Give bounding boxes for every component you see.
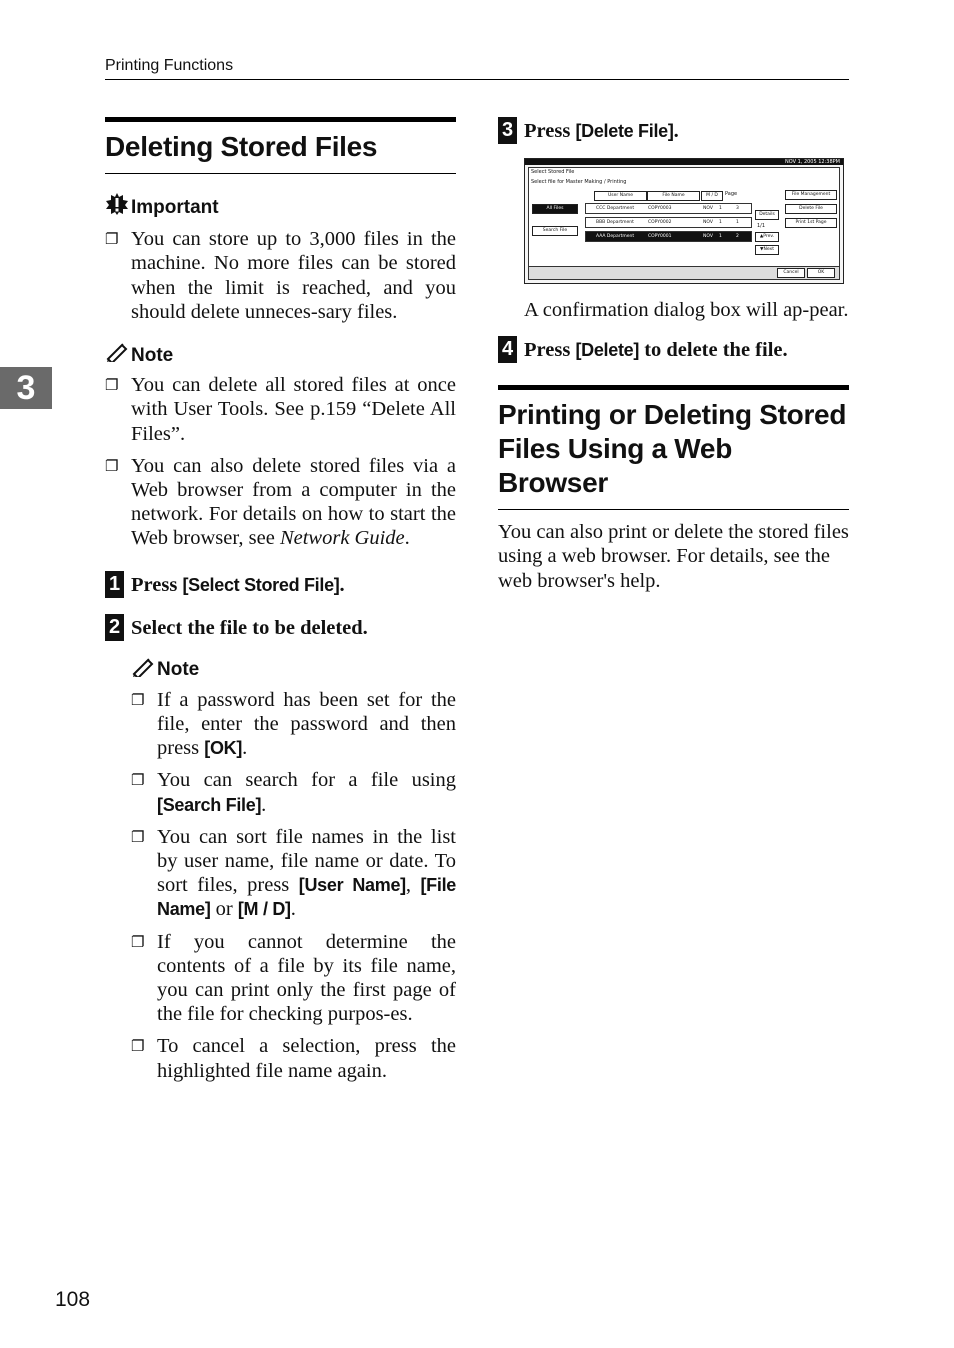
note-heading xyxy=(105,342,456,369)
step-4: 4 Press [Delete] to delete the file. xyxy=(498,338,849,363)
note-item: ❐ You can delete all stored files at once with User Tools. See p.159 “Delete All Files”. xyxy=(105,374,456,445)
note-heading xyxy=(131,657,456,684)
checkbox-icon: ❐ xyxy=(105,456,119,475)
details-button[interactable]: Details xyxy=(755,210,779,220)
print-1st-page-button[interactable]: Print 1st Page xyxy=(785,218,837,228)
note-item: ❐ You can also delete stored files via a Web browser from a computer in the network. For details on how to start the Web browser, see Network Guide. xyxy=(105,454,456,550)
step-2: 2 Select the file to be deleted. xyxy=(105,616,456,641)
page-number: 108 xyxy=(55,1288,91,1311)
checkbox-icon: ❐ xyxy=(131,932,145,951)
user-name-sort-button[interactable]: User Name xyxy=(594,191,647,201)
note-item: ❐ If you cannot determine the contents of a file by its file name, you can print only the first page of the file for checking purpos-es. xyxy=(131,930,456,1026)
cancel-button[interactable]: Cancel xyxy=(777,268,805,278)
checkbox-icon: ❐ xyxy=(131,1037,145,1056)
note-item: ❐ To cancel a selection, press the highlighted file name again. xyxy=(131,1035,456,1082)
file-row-selected[interactable]: AAA Department COPY0001 NOV 1 2 xyxy=(585,231,752,242)
pencil-icon xyxy=(105,342,129,369)
important-label: Important xyxy=(131,196,219,218)
step-number-icon: 1 xyxy=(105,571,124,598)
select-stored-file-screenshot xyxy=(524,158,844,284)
important-icon xyxy=(105,192,129,223)
all-files-button[interactable]: All Files xyxy=(532,204,578,214)
pencil-icon xyxy=(131,657,155,684)
md-sort-button[interactable]: M / D xyxy=(701,191,723,201)
section-body: You can also print or delete the stored files using a web browser. For details, see the web browser's help. xyxy=(498,521,849,592)
next-button[interactable]: ▼Next xyxy=(755,245,779,255)
checkbox-icon: ❐ xyxy=(131,690,145,709)
step-number-icon: 2 xyxy=(105,614,124,641)
step-number-icon: 4 xyxy=(498,336,517,363)
chapter-tab: 3 xyxy=(0,367,52,409)
delete-file-button[interactable]: Delete File xyxy=(785,204,837,214)
step-2-note xyxy=(131,657,456,1083)
running-header: Printing Functions xyxy=(105,57,234,74)
right-column xyxy=(498,117,849,593)
left-column xyxy=(105,117,456,1083)
screen-panel xyxy=(528,167,840,280)
file-management-button[interactable]: File Management xyxy=(785,190,837,200)
search-file-button[interactable]: Search File xyxy=(532,226,578,236)
page-column-header: Page xyxy=(725,191,738,197)
checkbox-icon: ❐ xyxy=(131,827,145,846)
note-label: Note xyxy=(131,344,174,366)
note-item: ❐ You can search for a file using [Search File]. xyxy=(131,769,456,816)
step-1: 1 Press [Select Stored File]. xyxy=(105,573,456,598)
section-rule-bottom xyxy=(105,173,456,174)
header-rule xyxy=(105,79,849,80)
confirm-text: A confirmation dialog box will ap-pear. xyxy=(524,299,849,321)
note-item: ❐ You can sort file names in the list by user name, file name or date. To sort files, press [User Name], [File Name] or [M / D]. xyxy=(131,825,456,921)
step-number-icon: 3 xyxy=(498,117,517,144)
screen-subtitle: Select file for Master Making / Printing xyxy=(531,179,627,185)
file-name-sort-button[interactable]: File Name xyxy=(647,191,700,201)
checkbox-icon: ❐ xyxy=(131,771,145,790)
prev-button[interactable]: ▲Prev. xyxy=(755,232,779,242)
important-heading xyxy=(105,192,456,223)
status-bar: NOV 1, 2005 12:38PM xyxy=(525,159,843,165)
section-title-deleting: Deleting Stored Files xyxy=(105,131,378,162)
step-3: 3 Press [Delete File]. xyxy=(498,119,849,144)
important-item: ❐ You can store up to 3,000 files in the machine. No more files can be stored when the limit is reached, and you should delete unneces-sary files. xyxy=(105,228,456,323)
pager-text: 1/1 xyxy=(757,223,766,229)
screen-footer xyxy=(529,266,839,279)
section-web-browser xyxy=(498,385,849,593)
note-item: ❐ If a password has been set for the file, enter the password and then press [OK]. xyxy=(131,688,456,760)
section-title-web-browser: Printing or Deleting Stored Files Using a Web Browser xyxy=(498,399,847,499)
file-row[interactable]: CCC Department COPY0003 NOV 1 3 xyxy=(585,203,752,214)
checkbox-icon: ❐ xyxy=(105,376,119,395)
section-rule-bottom xyxy=(498,509,849,510)
screen-title: Select Stored File xyxy=(531,169,575,175)
file-row[interactable]: BBB Department COPY0002 NOV 1 1 xyxy=(585,217,752,228)
ok-button[interactable]: OK xyxy=(807,268,835,278)
note-label: Note xyxy=(157,659,200,681)
checkbox-icon: ❐ xyxy=(105,230,119,249)
